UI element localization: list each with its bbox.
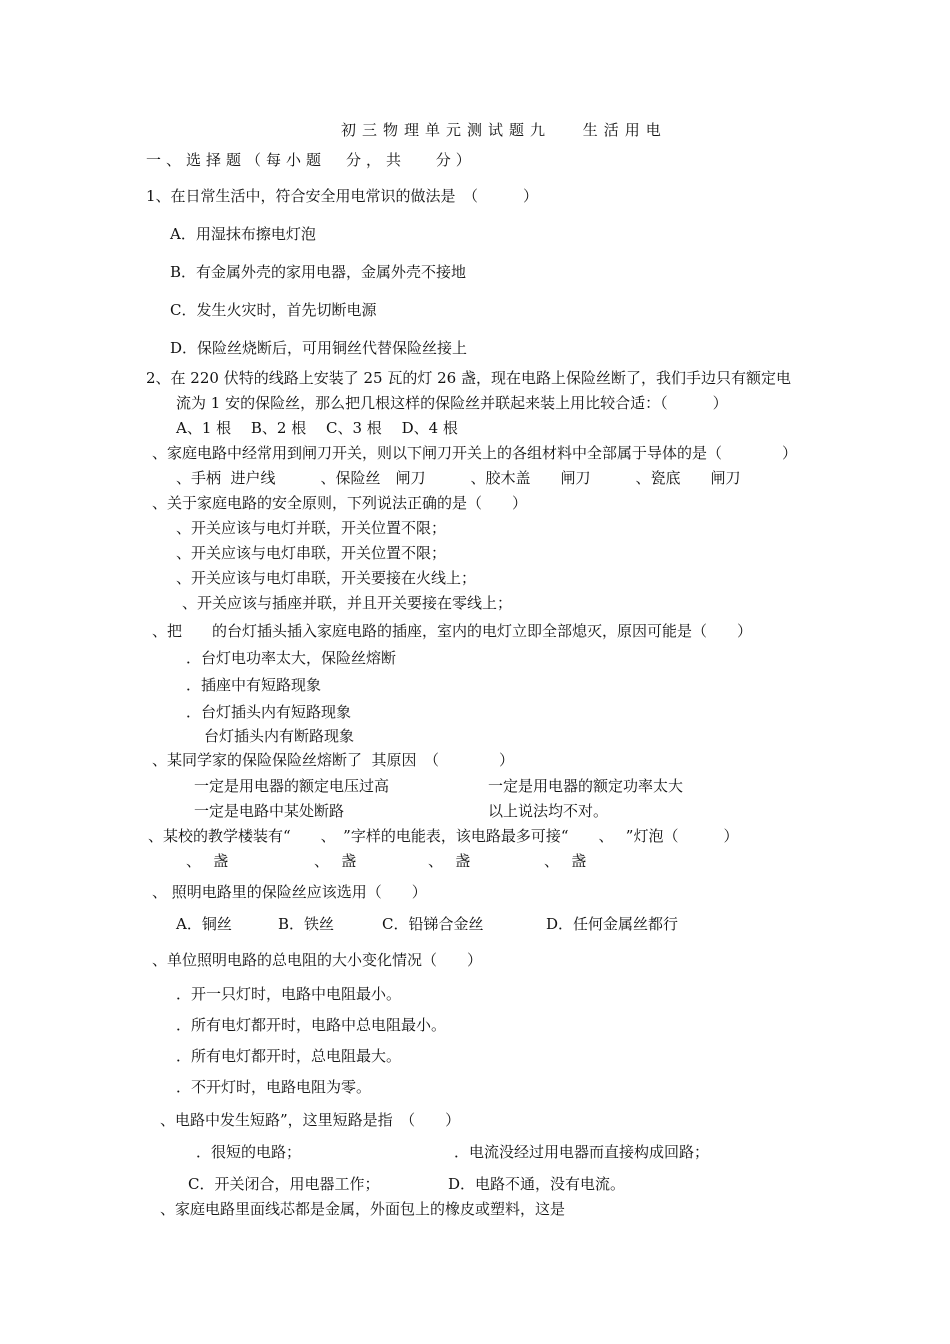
option-b: 、 盏 xyxy=(314,852,357,870)
question-stem: 、家庭电路中经常用到闸刀开关，则以下闸刀开关上的各组材料中全部属于导体的是（ ） xyxy=(152,444,798,462)
page-title: 初三物理单元测试题九 生活用电 xyxy=(341,121,667,139)
option-a: ．开一只灯时，电路中电阻最小。 xyxy=(176,985,402,1003)
option-a: ．台灯电功率太大，保险丝熔断 xyxy=(186,649,397,667)
option-b: ．电流没经过用电器而直接构成回路； xyxy=(454,1143,710,1161)
question-stem-continued: 流为 1 安的保险丝，那么把几根这样的保险丝并联起来装上用比较合适：（ ） xyxy=(176,394,728,412)
option-b: ．所有电灯都开时，电路中总电阻最小。 xyxy=(176,1016,447,1034)
question-stem: 2、在 220 伏特的线路上安装了 25 瓦的灯 26 盏，现在电路上保险丝断了，我们手边只有额定电 xyxy=(146,369,791,387)
option-a: A．用湿抹布擦电灯泡 xyxy=(170,225,316,243)
option-d: 、 盏 xyxy=(544,852,587,870)
option-a: A．铜丝 xyxy=(176,915,232,933)
question-stem: 、电路中发生短路”，这里短路是指 （ ） xyxy=(160,1111,461,1129)
option-b: 、开关应该与电灯串联，开关位置不限； xyxy=(176,544,447,562)
question-stem: 、关于家庭电路的安全原则，下列说法正确的是（ ） xyxy=(152,494,528,512)
options: A、1 根 B、2 根 C、3 根 D、4 根 xyxy=(176,419,458,437)
option-d: D．任何金属丝都行 xyxy=(546,915,679,933)
option-a: 、开关应该与电灯并联，开关位置不限； xyxy=(176,519,447,537)
question-stem: 1、在日常生活中，符合安全用电常识的做法是 （ ） xyxy=(146,187,539,205)
option-c: C．铅锑合金丝 xyxy=(382,915,484,933)
option-c: 一定是电路中某处断路 xyxy=(194,802,345,820)
option-a: 一定是用电器的额定电压过高 xyxy=(194,777,390,795)
question-stem: 、 照明电路里的保险丝应该选用（ ） xyxy=(152,883,427,901)
question-stem: 、某同学家的保险保险丝熔断了 其原因 （ ） xyxy=(152,751,515,769)
question-stem: 、某校的教学楼装有“ 、 ”字样的电能表，该电路最多可接“ 、 ”灯泡（ ） xyxy=(148,827,739,845)
question-stem: 、把 的台灯插头插入家庭电路的插座，室内的电灯立即全部熄灭，原因可能是（ ） xyxy=(152,622,753,640)
option-c: C．发生火灾时，首先切断电源 xyxy=(170,301,377,319)
option-a: ．很短的电路； xyxy=(196,1143,302,1161)
option-b: B．铁丝 xyxy=(278,915,335,933)
section-heading: 一、选择题（每小题 分，共 分） xyxy=(146,151,476,169)
option-b: B．有金属外壳的家用电器，金属外壳不接地 xyxy=(170,263,467,281)
option-c: ．所有电灯都开时，总电阻最大。 xyxy=(176,1047,402,1065)
question-stem: 、单位照明电路的总电阻的大小变化情况（ ） xyxy=(152,951,483,969)
option-c: C．开关闭合，用电器工作； xyxy=(188,1175,380,1193)
option-d: 以上说法均不对。 xyxy=(488,802,609,820)
option-b: ．插座中有短路现象 xyxy=(186,676,322,694)
option-c: 、开关应该与电灯串联，开关要接在火线上； xyxy=(176,569,477,587)
question-stem: 、家庭电路里面线芯都是金属，外面包上的橡皮或塑料，这是 xyxy=(160,1200,566,1218)
option-d: ．不开灯时，电路电阻为零。 xyxy=(176,1078,372,1096)
option-d: 、开关应该与插座并联，并且开关要接在零线上； xyxy=(182,594,513,612)
option-b: 一定是用电器的额定功率太大 xyxy=(488,777,684,795)
option-c: ．台灯插头内有短路现象 xyxy=(186,703,352,721)
option-a: 、 盏 xyxy=(186,852,229,870)
option-c: 、 盏 xyxy=(428,852,471,870)
options: 、手柄 进户线 、保险丝 闸刀 、胶木盖 闸刀 、瓷底 闸刀 xyxy=(176,469,741,487)
option-d: D．电路不通，没有电流。 xyxy=(448,1175,626,1193)
option-d: D．保险丝烧断后，可用铜丝代替保险丝接上 xyxy=(170,339,468,357)
option-d: 台灯插头内有断路现象 xyxy=(204,727,355,745)
